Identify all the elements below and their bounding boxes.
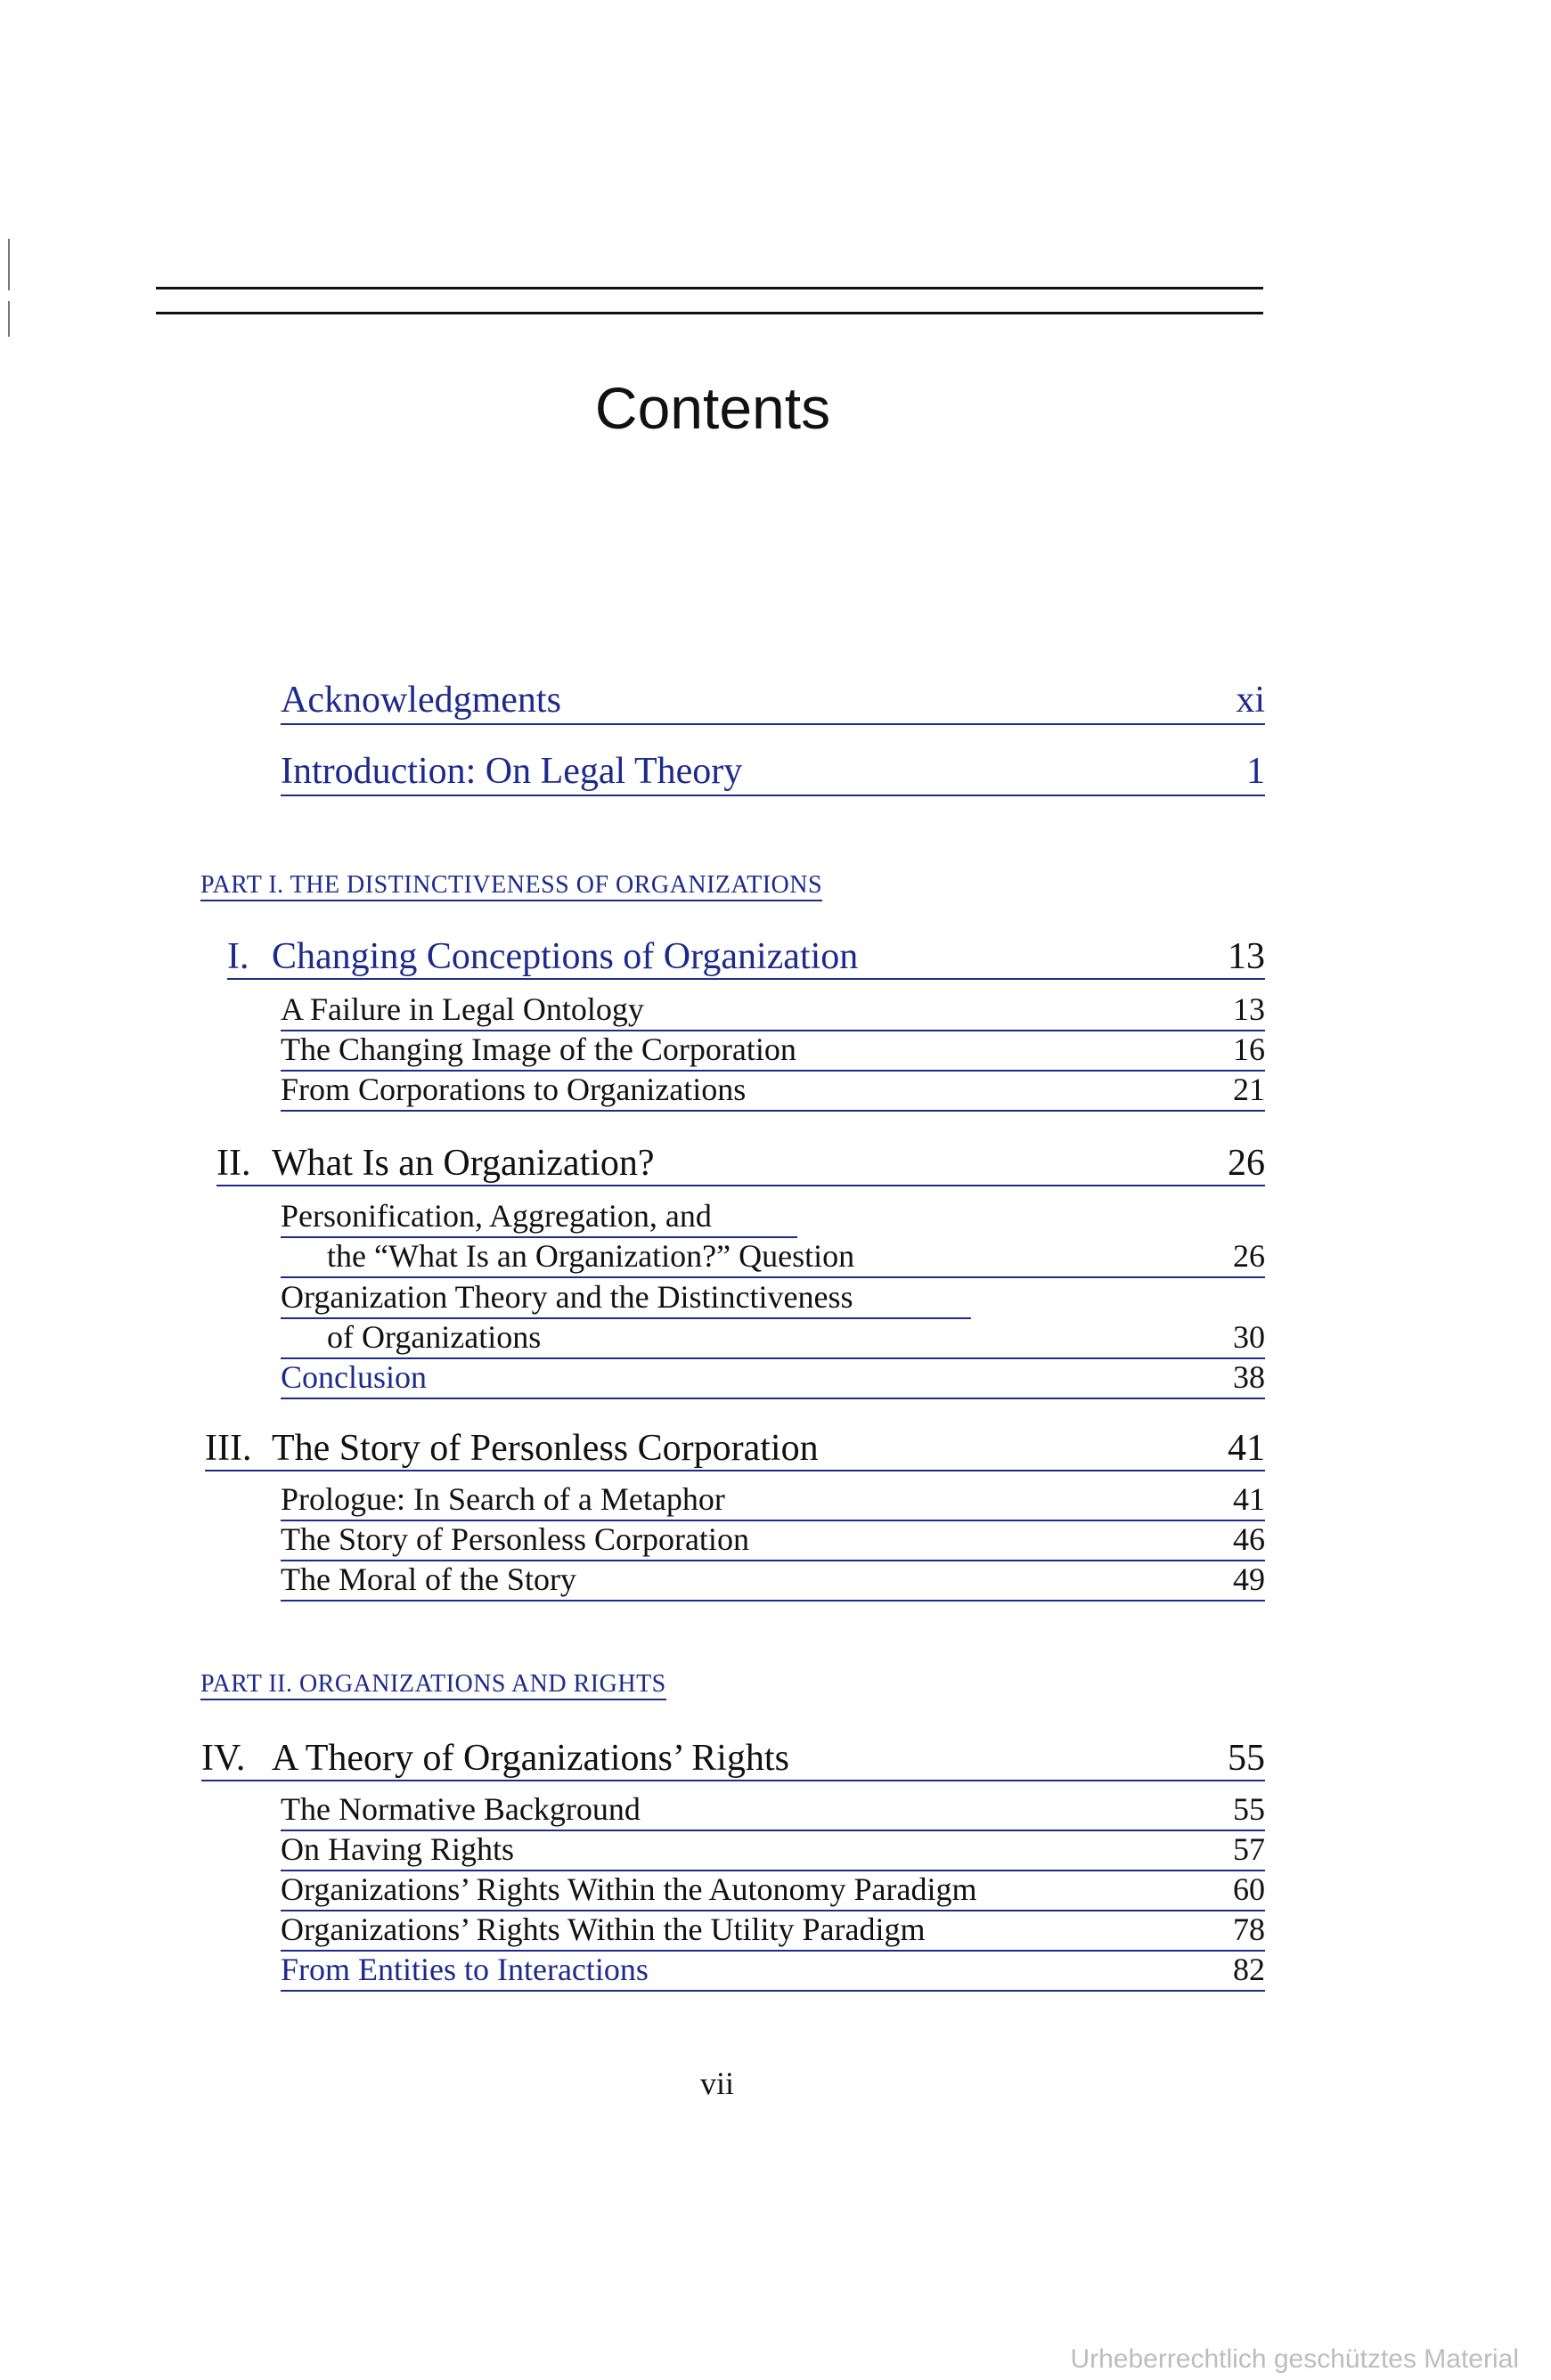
entry-underline xyxy=(281,1357,1265,1359)
page-title: Contents xyxy=(594,375,831,441)
section-page[interactable]: 41 xyxy=(1233,1481,1265,1517)
section-title[interactable]: On Having Rights xyxy=(281,1831,515,1867)
section-page[interactable]: 60 xyxy=(1233,1871,1265,1907)
section-title[interactable]: From Entities to Interactions xyxy=(281,1952,649,1987)
top-rule xyxy=(156,312,1263,314)
section-title[interactable]: Prologue: In Search of a Metaphor xyxy=(281,1481,725,1517)
section-page[interactable]: 38 xyxy=(1233,1359,1265,1395)
top-rule xyxy=(156,287,1263,289)
chapter-numeral[interactable]: I. xyxy=(227,936,249,977)
margin-mark xyxy=(8,301,10,337)
section-page[interactable]: 30 xyxy=(1233,1319,1265,1355)
section-title[interactable]: From Corporations to Organizations xyxy=(281,1072,747,1107)
entry-underline xyxy=(205,1470,1265,1471)
toc-entry-label[interactable]: Introduction: On Legal Theory xyxy=(281,751,743,792)
section-title[interactable]: The Normative Background xyxy=(281,1791,641,1827)
section-title-line[interactable]: the “What Is an Organization?” Question xyxy=(327,1238,855,1274)
section-title[interactable]: The Moral of the Story xyxy=(281,1561,576,1597)
chapter-numeral[interactable]: II. xyxy=(216,1143,251,1184)
toc-entry-label[interactable]: Acknowledgments xyxy=(281,680,561,721)
section-title[interactable]: The Changing Image of the Corporation xyxy=(281,1031,796,1067)
part-heading[interactable]: PART I. THE DISTINCTIVENESS OF ORGANIZATIONS xyxy=(200,871,822,901)
section-title-line[interactable]: of Organizations xyxy=(327,1319,542,1355)
part-heading[interactable]: PART II. ORGANIZATIONS AND RIGHTS xyxy=(200,1670,666,1700)
entry-underline xyxy=(216,1185,1265,1186)
section-page[interactable]: 57 xyxy=(1233,1831,1265,1867)
chapter-page[interactable]: 13 xyxy=(1228,936,1265,977)
section-page[interactable]: 21 xyxy=(1233,1072,1265,1107)
section-page[interactable]: 78 xyxy=(1233,1911,1265,1947)
entry-underline xyxy=(281,1110,1265,1112)
section-title[interactable]: Conclusion xyxy=(281,1359,428,1395)
section-page[interactable]: 49 xyxy=(1233,1561,1265,1597)
section-page[interactable]: 13 xyxy=(1233,991,1265,1027)
section-title[interactable]: A Failure in Legal Ontology xyxy=(281,991,644,1027)
toc-entry-page[interactable]: xi xyxy=(1236,680,1265,721)
chapter-page[interactable]: 41 xyxy=(1228,1428,1265,1469)
section-page[interactable]: 55 xyxy=(1233,1791,1265,1827)
section-title[interactable]: Organizations’ Rights Within the Utility Paradigm xyxy=(281,1911,926,1947)
watermark: Urheberrechtlich geschütztes Material xyxy=(1070,2344,1519,2374)
chapter-numeral[interactable]: III. xyxy=(205,1428,252,1469)
entry-underline xyxy=(281,795,1265,796)
chapter-title[interactable]: What Is an Organization? xyxy=(272,1143,655,1184)
entry-underline xyxy=(281,723,1265,725)
entry-underline xyxy=(281,1600,1265,1602)
chapter-page[interactable]: 26 xyxy=(1228,1143,1265,1184)
toc-entry-page[interactable]: 1 xyxy=(1246,751,1265,792)
page-number: vii xyxy=(699,2066,734,2101)
section-title-line[interactable]: Organization Theory and the Distinctiveness xyxy=(281,1279,853,1315)
section-page[interactable]: 82 xyxy=(1233,1952,1265,1987)
section-page[interactable]: 26 xyxy=(1233,1238,1265,1274)
chapter-title[interactable]: Changing Conceptions of Organization xyxy=(272,936,859,977)
chapter-title[interactable]: The Story of Personless Corporation xyxy=(272,1428,819,1469)
section-page[interactable]: 16 xyxy=(1233,1031,1265,1067)
entry-underline xyxy=(281,1990,1265,1992)
chapter-page[interactable]: 55 xyxy=(1228,1738,1265,1779)
chapter-title[interactable]: A Theory of Organizations’ Rights xyxy=(272,1738,789,1779)
section-title-line[interactable]: Personification, Aggregation, and xyxy=(281,1198,712,1234)
entry-underline xyxy=(281,1398,1265,1399)
entry-underline xyxy=(201,1780,1265,1781)
chapter-numeral[interactable]: IV. xyxy=(201,1738,246,1779)
section-page[interactable]: 46 xyxy=(1233,1521,1265,1557)
section-title[interactable]: The Story of Personless Corporation xyxy=(281,1521,749,1557)
section-title[interactable]: Organizations’ Rights Within the Autonomy Paradigm xyxy=(281,1871,977,1907)
margin-mark xyxy=(8,239,10,290)
entry-underline xyxy=(227,978,1265,980)
